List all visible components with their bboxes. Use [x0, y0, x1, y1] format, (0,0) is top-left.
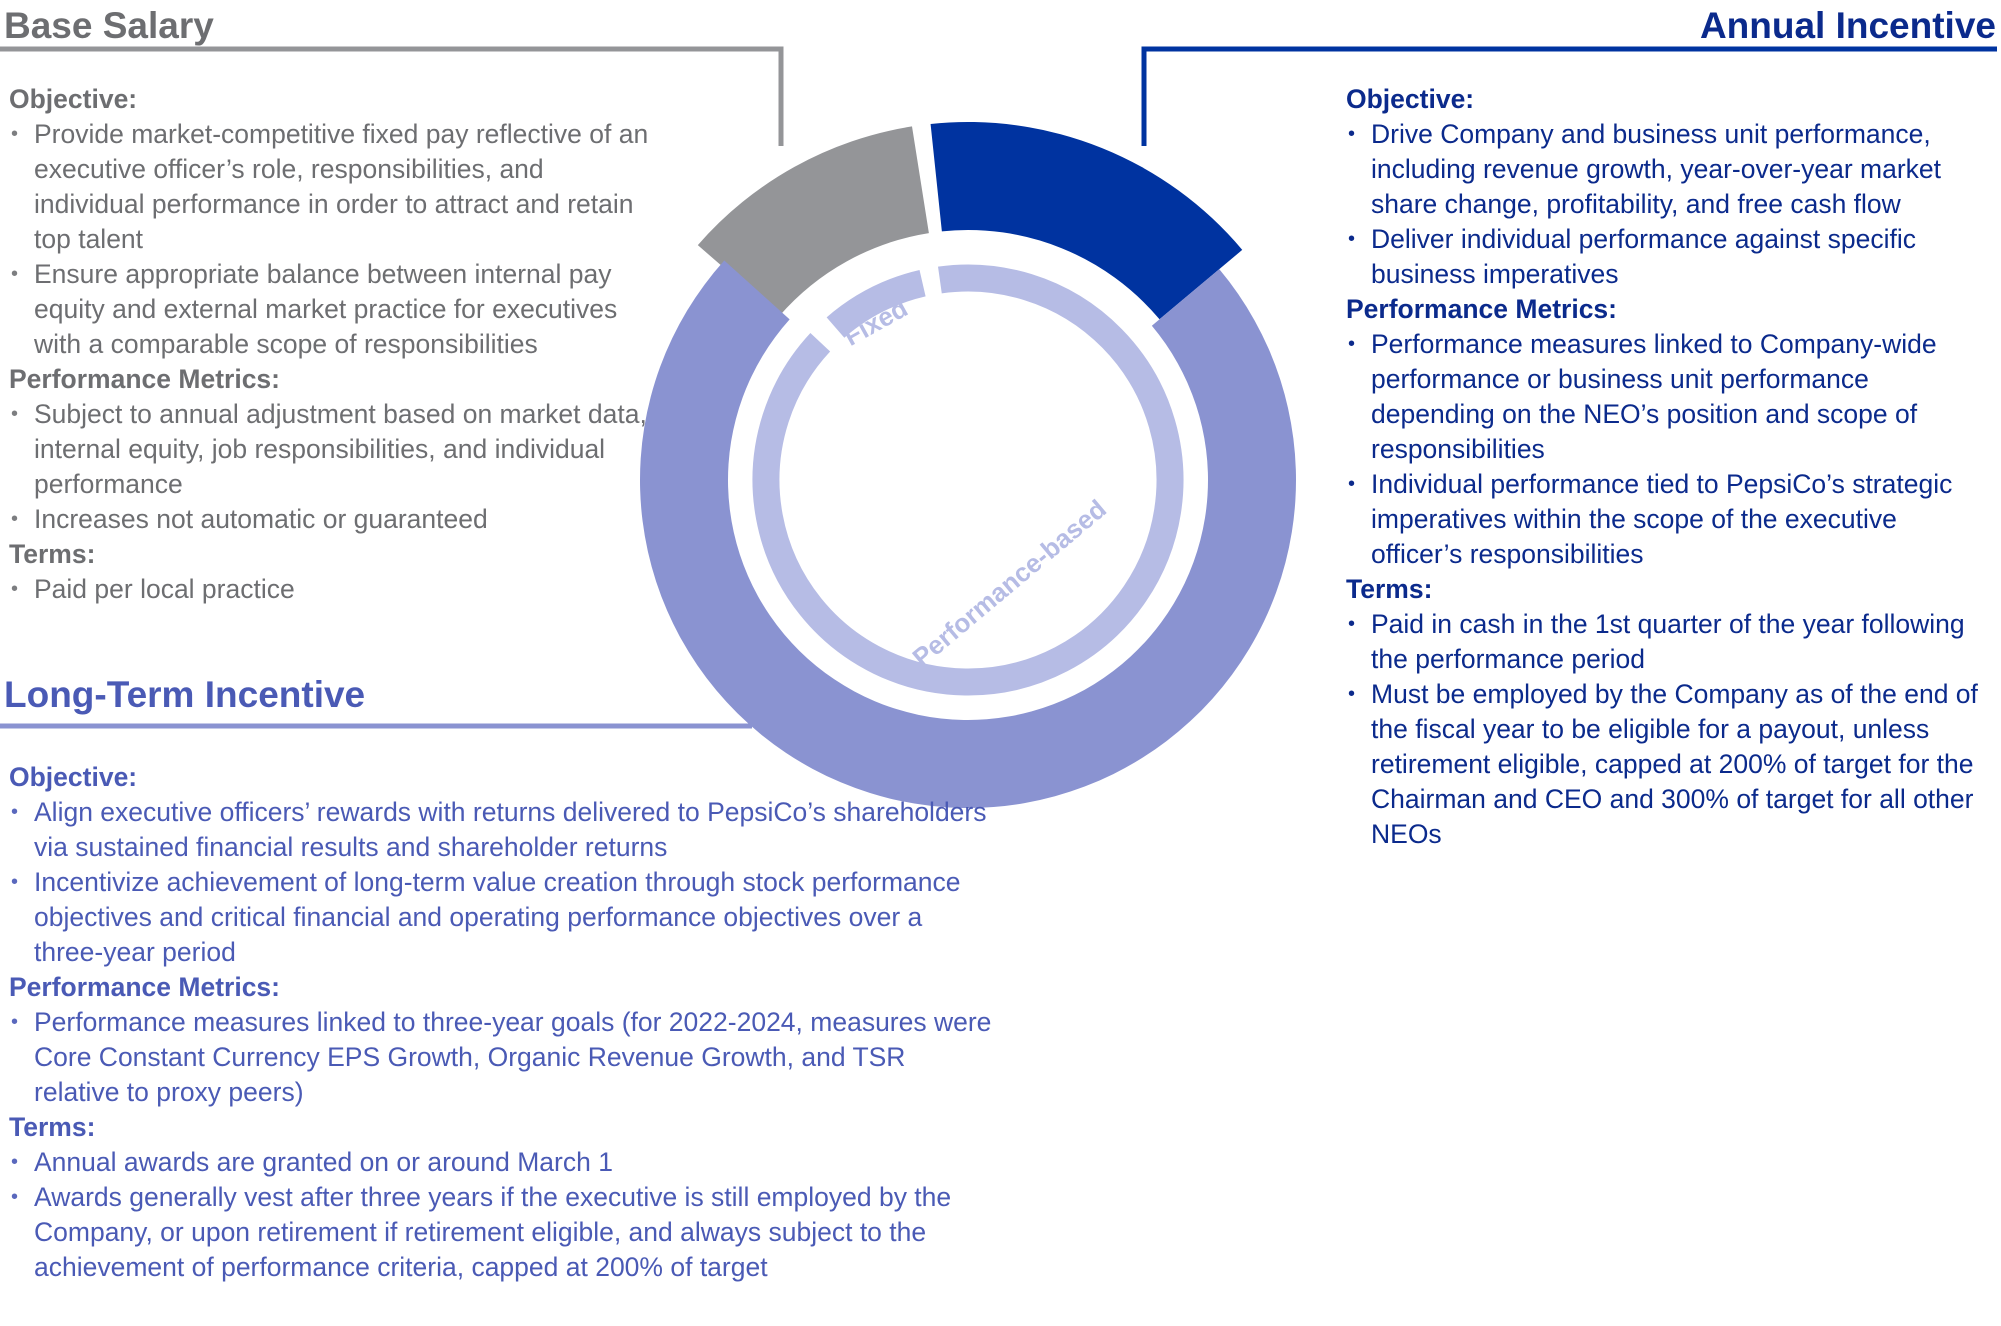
- annual-incentive-details: [1346, 82, 1986, 852]
- bullet-item: • Ensure appropriate balance between internal pay equity and external market practice for executives with a comparable scope of responsibilities: [9, 257, 649, 362]
- bullet-list: [1346, 327, 1986, 572]
- bullet-item: • Drive Company and business unit performance, including revenue growth, year-over-year market share change, profitability, and free cash flow: [1346, 117, 1986, 222]
- annual-incentive-title: Annual Incentive: [1699, 5, 1996, 46]
- fixed-label: Fixed: [838, 292, 913, 352]
- base-salary-details: [9, 82, 649, 607]
- bullet-item: • Deliver individual performance against specific business imperatives: [1346, 222, 1986, 292]
- section-heading: Terms:: [9, 539, 96, 569]
- bullet-list: [9, 117, 649, 362]
- bullet-item: • Paid in cash in the 1st quarter of the year following the performance period: [1346, 607, 1986, 677]
- bullet-list: [1346, 607, 1986, 852]
- bullet-item: • Must be employed by the Company as of the end of the fiscal year to be eligible for a payout, unless retirement eligible, capped at 200% of target for the Chairman and CEO and 300% of target for all other NEOs: [1346, 677, 1986, 852]
- bullet-item: • Provide market-competitive fixed pay reflective of an executive officer’s role, responsibilities, and individual performance in order to attract and retain top talent: [9, 117, 649, 257]
- base-salary-title: Base Salary: [4, 5, 214, 46]
- bullet-list: [9, 397, 649, 537]
- bullet-list: [9, 1005, 994, 1110]
- section-heading: Performance Metrics:: [1346, 294, 1617, 324]
- bullet-item: • Performance measures linked to three-year goals (for 2022-2024, measures were Core Constant Currency EPS Growth, Organic Revenue Growth, and TSR relative to proxy peers): [9, 1005, 994, 1110]
- bullet-item: • Performance measures linked to Company-wide performance or business unit performance depending on the NEO’s position and scope of responsibilities: [1346, 327, 1986, 467]
- long-term-incentive-details: [9, 760, 994, 1285]
- bullet-list: [9, 1145, 994, 1285]
- bullet-list: [1346, 117, 1986, 292]
- bullet-item: • Awards generally vest after three years if the executive is still employed by the Company, or upon retirement if retirement eligible, and always subject to the achievement of performance criteria, capped at 200% of target: [9, 1180, 994, 1285]
- bullet-item: • Incentivize achievement of long-term value creation through stock performance objectives and critical financial and operating performance objectives over a three-year period: [9, 865, 994, 970]
- section-heading: Objective:: [9, 762, 138, 792]
- bullet-item: • Individual performance tied to PepsiCo’s strategic imperatives within the scope of the executive officer’s responsibilities: [1346, 467, 1986, 572]
- bullet-list: [9, 795, 994, 970]
- section-heading: Performance Metrics:: [9, 364, 280, 394]
- bullet-item: • Annual awards are granted on or around March 1: [9, 1145, 994, 1180]
- bullet-item: • Paid per local practice: [9, 572, 649, 607]
- section-heading: Objective:: [9, 84, 138, 114]
- section-heading: Objective:: [1346, 84, 1475, 114]
- bullet-item: • Increases not automatic or guaranteed: [9, 502, 649, 537]
- section-heading: Performance Metrics:: [9, 972, 280, 1002]
- performance-label: Performance-based: [906, 493, 1112, 673]
- bullet-item: • Subject to annual adjustment based on market data, internal equity, job responsibilities, and individual performance: [9, 397, 649, 502]
- section-heading: Terms:: [1346, 574, 1433, 604]
- long-term-incentive-title: Long-Term Incentive: [4, 674, 366, 715]
- bullet-list: [9, 572, 649, 607]
- section-heading: Terms:: [9, 1112, 96, 1142]
- bullet-item: • Align executive officers’ rewards with returns delivered to PepsiCo’s shareholders via sustained financial results and shareholder returns: [9, 795, 994, 865]
